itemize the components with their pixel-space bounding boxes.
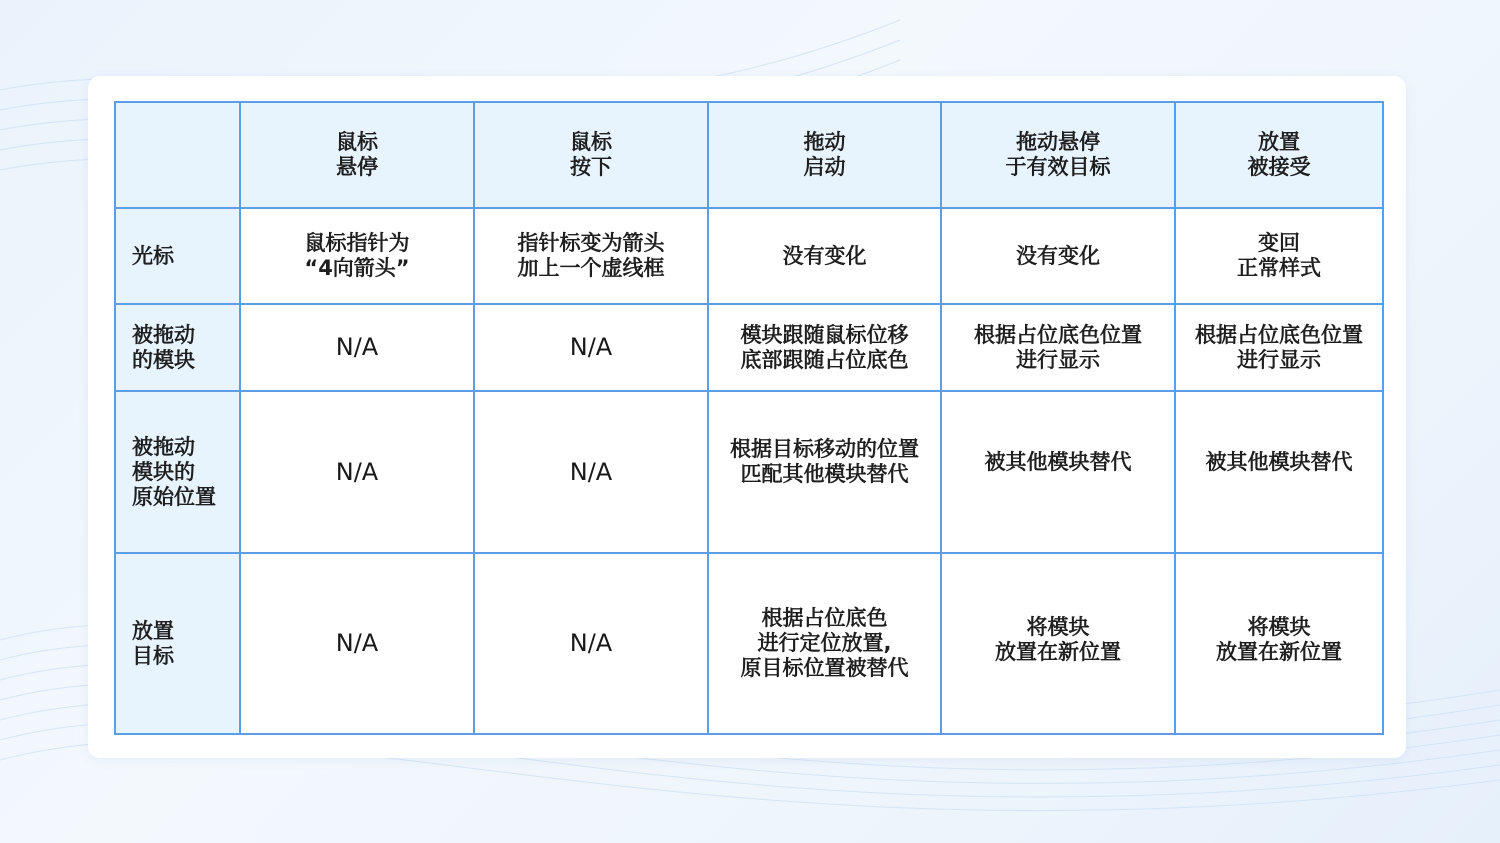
- table-cell: N/A: [240, 304, 474, 391]
- table-cell: 模块跟随鼠标位移 底部跟随占位底色: [708, 304, 941, 391]
- table-row-dragged-module: [115, 304, 1383, 391]
- row-header-cursor: 光标: [115, 208, 240, 304]
- drag-state-matrix-table: [114, 101, 1384, 735]
- table-cell-text: 将模块 放置在新位置: [1216, 614, 1342, 664]
- table-cell: 没有变化: [941, 208, 1175, 304]
- table-row-original-position: [115, 391, 1383, 553]
- table-cell-text: 被其他模块替代: [984, 449, 1132, 474]
- table-cell: 变回 正常样式: [1175, 208, 1383, 304]
- table-cell: [708, 391, 941, 553]
- row-header-drop-target: 放置 目标: [115, 553, 240, 734]
- column-header-mouse-hover: 鼠标 悬停: [240, 102, 474, 208]
- table-cell-text: 将模块 放置在新位置: [995, 614, 1121, 664]
- table-cell: [1175, 553, 1383, 734]
- row-header-original-position: 被拖动 模块的 原始位置: [115, 391, 240, 553]
- table-cell-text: 根据目标移动的位置 匹配其他模块替代: [730, 437, 919, 486]
- table-cell: 没有变化: [708, 208, 941, 304]
- table-cell: 根据占位底色位置 进行显示: [1175, 304, 1383, 391]
- table-cell: N/A: [474, 391, 708, 553]
- table-header-row: [115, 102, 1383, 208]
- table-cell: N/A: [474, 553, 708, 734]
- row-header-dragged-module: 被拖动 的模块: [115, 304, 240, 391]
- table-cell: N/A: [240, 553, 474, 734]
- table-row-cursor: [115, 208, 1383, 304]
- column-header-mouse-down: 鼠标 按下: [474, 102, 708, 208]
- table-card: [88, 76, 1406, 758]
- table-cell: N/A: [240, 391, 474, 553]
- table-cell: 鼠标指针为 “4向箭头”: [240, 208, 474, 304]
- table-cell: [1175, 391, 1383, 553]
- table-cell: [941, 391, 1175, 553]
- table-cell: 根据占位底色位置 进行显示: [941, 304, 1175, 391]
- table-cell-text: 被其他模块替代: [1205, 449, 1353, 474]
- table-cell: 指针标变为箭头 加上一个虚线框: [474, 208, 708, 304]
- table-cell: 根据占位底色 进行定位放置, 原目标位置被替代: [708, 553, 941, 734]
- table-cell: [941, 553, 1175, 734]
- column-header-drag-over-target: 拖动悬停 于有效目标: [941, 102, 1175, 208]
- column-header-drop-accepted: 放置 被接受: [1175, 102, 1383, 208]
- table-cell: N/A: [474, 304, 708, 391]
- column-header-drag-start: 拖动 启动: [708, 102, 941, 208]
- table-row-drop-target: [115, 553, 1383, 734]
- header-corner-cell: [115, 102, 240, 208]
